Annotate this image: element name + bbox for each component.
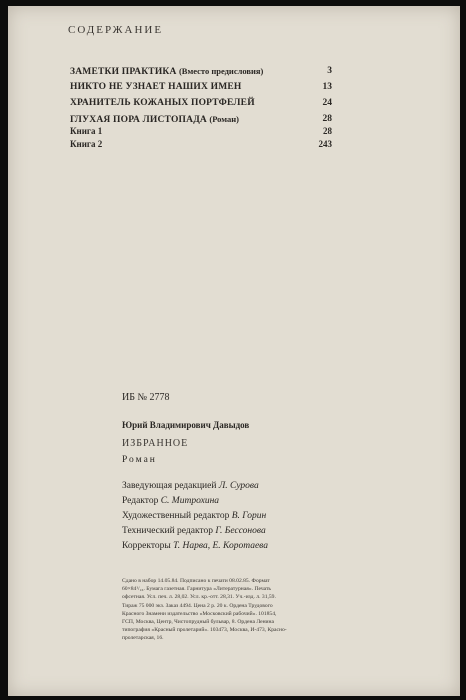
- credit-line: [122, 541, 268, 551]
- imprint-line: Сдано в набор 14.05.84. Подписано к печати 08.02.85. Формат: [122, 578, 270, 584]
- credit-role: Заведующая редакцией: [122, 481, 217, 491]
- credit-role: Редактор: [122, 496, 159, 506]
- imprint-line: ГСП, Москва, Центр, Чистопрудный бульвар, 8. Ордена Ленина: [122, 619, 275, 626]
- toc-entry: [70, 66, 332, 77]
- credit-line: [122, 496, 219, 506]
- credit-name: Т. Нарва, Е. Коротаева: [173, 541, 268, 551]
- imprint-line: 60×84¹/₁₆. Бумага газетная. Гарнитура «Литературная». Печать: [122, 586, 271, 593]
- toc-entry-title: ГЛУХАЯ ПОРА ЛИСТОПАДА: [70, 115, 207, 125]
- credit-role: Технический редактор: [122, 526, 213, 536]
- imprint-line: Красного Знамени издательство «Московский рабочий». 101854,: [122, 610, 277, 617]
- ib-number: ИБ № 2778: [122, 392, 170, 403]
- toc-entry-title: Книга 2: [70, 139, 103, 149]
- toc-entry: [70, 98, 332, 108]
- toc-entry: [70, 114, 332, 125]
- imprint-line: офсетная. Усл. печ. л. 28,02. Усл. кр.-отт. 28,31. Уч.-изд. л. 31,59.: [122, 594, 276, 601]
- credit-role: Художественный редактор: [122, 511, 230, 521]
- toc-entry-title: Книга 1: [70, 126, 103, 136]
- credit-name: В. Горин: [231, 511, 267, 521]
- toc-entry-page: 243: [318, 139, 332, 149]
- book-page: [8, 6, 460, 696]
- toc-entry-page: 28: [323, 126, 332, 136]
- imprint-block: [122, 577, 352, 643]
- toc-entry-title: НИКТО НЕ УЗНАЕТ НАШИХ ИМЕН: [70, 82, 242, 92]
- credit-name: Г. Бессонова: [215, 526, 266, 536]
- toc-entry-page: 13: [322, 82, 332, 92]
- toc-entry: [70, 82, 332, 92]
- book-title: ИЗБРАННОЕ: [122, 438, 189, 449]
- credit-name: Л. Сурова: [218, 481, 259, 491]
- toc-entry-title: ЗАМЕТКИ ПРАКТИКА: [70, 67, 177, 77]
- credit-role: Корректоры: [122, 541, 171, 551]
- toc-entry-note: (Роман): [209, 114, 239, 124]
- credit-line: [122, 481, 259, 491]
- toc-entry-page: 24: [322, 98, 332, 108]
- toc-entry-title: ХРАНИТЕЛЬ КОЖАНЫХ ПОРТФЕЛЕЙ: [70, 98, 255, 108]
- author-name: Юрий Владимирович Давыдов: [122, 420, 250, 430]
- contents-heading: СОДЕРЖАНИЕ: [68, 24, 164, 36]
- toc-entry: [70, 126, 332, 136]
- imprint-line: типография «Красный пролетарий». 103473, Москва, И-473, Красно-: [122, 627, 287, 634]
- credit-line: [122, 511, 266, 521]
- toc-entry-page: 28: [322, 114, 332, 124]
- imprint-line: Тираж 75 000 экз. Заказ 4494. Цена 2 р. 20 к. Ордена Трудового: [122, 602, 273, 609]
- credit-name: С. Митрохина: [160, 496, 220, 506]
- toc-entry-note: (Вместо предисловия): [178, 66, 264, 76]
- credit-line: [122, 526, 266, 536]
- imprint-line: пролетарская, 16.: [122, 635, 164, 642]
- book-genre: Роман: [122, 455, 157, 465]
- toc-entry-page: 3: [327, 66, 332, 76]
- toc-entry: [70, 139, 332, 149]
